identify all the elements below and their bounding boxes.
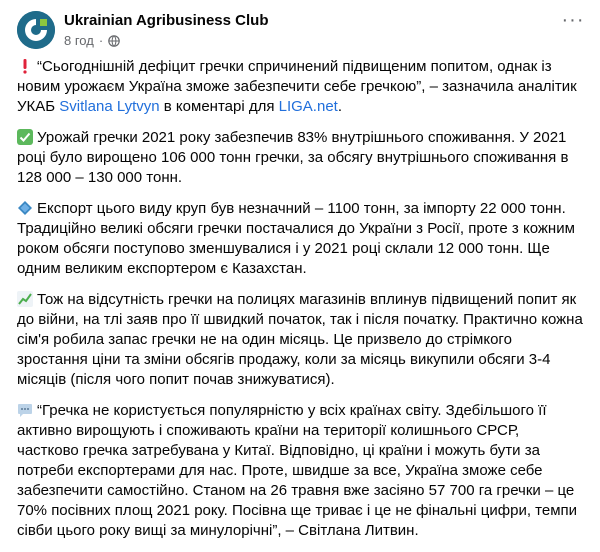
check-mark-icon [17, 129, 33, 145]
paragraph-4-text: Тож на відсутність гречки на полицях магазинів вплинув підвищений попит як до війни, на тлі заяв про її швидкий початок, так і після початку. Практично кожна сім'я робила запас гречки не на один місяць. Це призвело до стрімкого зростання ціни та зміни обсягів продажу, коли за місяць викупили обсяги 3-4 місяців (після чого попит почав знижуватися). [17, 291, 583, 388]
paragraph-3-text: Експорт цього виду круп був незначний – 1100 тонн, за імпорту 22 000 тонн. Традиційно великі обсяги гречки постачалися до України з Росії, проте з кожним роком обсяги поступово зменшувалися і у 2021 році склали 12 000 тонн. Ще одним великим експортером є Казахстан. [17, 200, 575, 277]
link-liga-net[interactable]: LIGA.net [278, 98, 338, 115]
exclamation-icon [17, 58, 33, 74]
blue-diamond-icon [17, 200, 33, 216]
mention-svitlana-lytvyn[interactable]: Svitlana Lytvyn [59, 98, 160, 115]
paragraph-1-text-c: . [337, 98, 342, 115]
post-header [17, 10, 590, 50]
club-logo-icon [17, 11, 55, 49]
more-icon: ··· [561, 9, 585, 31]
more-options-button[interactable] [558, 9, 588, 34]
paragraph-2-text: Урожай гречки 2021 року забезпечив 83% внутрішнього споживання. У 2021 році було вирощено 106 000 тонн гречки, за обсягу внутрішнього споживання в 128 000 – 130 000 тонн. [17, 129, 569, 186]
chart-increasing-icon [17, 291, 33, 307]
speech-bubble-icon [17, 402, 33, 418]
post-meta [64, 33, 120, 48]
meta-separator: · [98, 33, 104, 48]
paragraph-5 [17, 401, 585, 541]
paragraph-3 [17, 199, 585, 279]
page-name[interactable]: Ukrainian Agribusiness Club [64, 12, 269, 29]
paragraph-1-text-b: в коментарі для [159, 98, 279, 115]
post-body [17, 57, 585, 552]
paragraph-4 [17, 290, 585, 390]
post-time[interactable]: 8 год [64, 33, 94, 48]
globe-icon[interactable] [108, 35, 120, 47]
paragraph-1-text-a: “Сьогоднішній дефіцит гречки спричинений підвищеним попитом, однак із новим урожаєм Україна зможе забезпечити себе гречкою”, – зазначила аналітик УКАБ [17, 58, 577, 115]
avatar[interactable] [17, 11, 55, 49]
paragraph-1 [17, 57, 585, 117]
paragraph-5-text: “Гречка не користується популярністю у всіх країнах світу. Здебільшого її активно вирощують і споживають країни на території колишнього СРСР, частково гречка затребувана у Китаї. Відповідно, ці країни і можуть бути за потреби експортерами для нас. Проте, швидше за все, Україна зможе себе забезпечити самостійно. Станом на 26 травня вже засіяно 57 700 га гречки – це 70% посівних площ 2021 року. Посівна ще триває і це не фінальні цифри, темпи сівби цього року вищі за минулорічні”, – Світлана Литвин. [17, 402, 578, 539]
paragraph-2 [17, 128, 585, 188]
